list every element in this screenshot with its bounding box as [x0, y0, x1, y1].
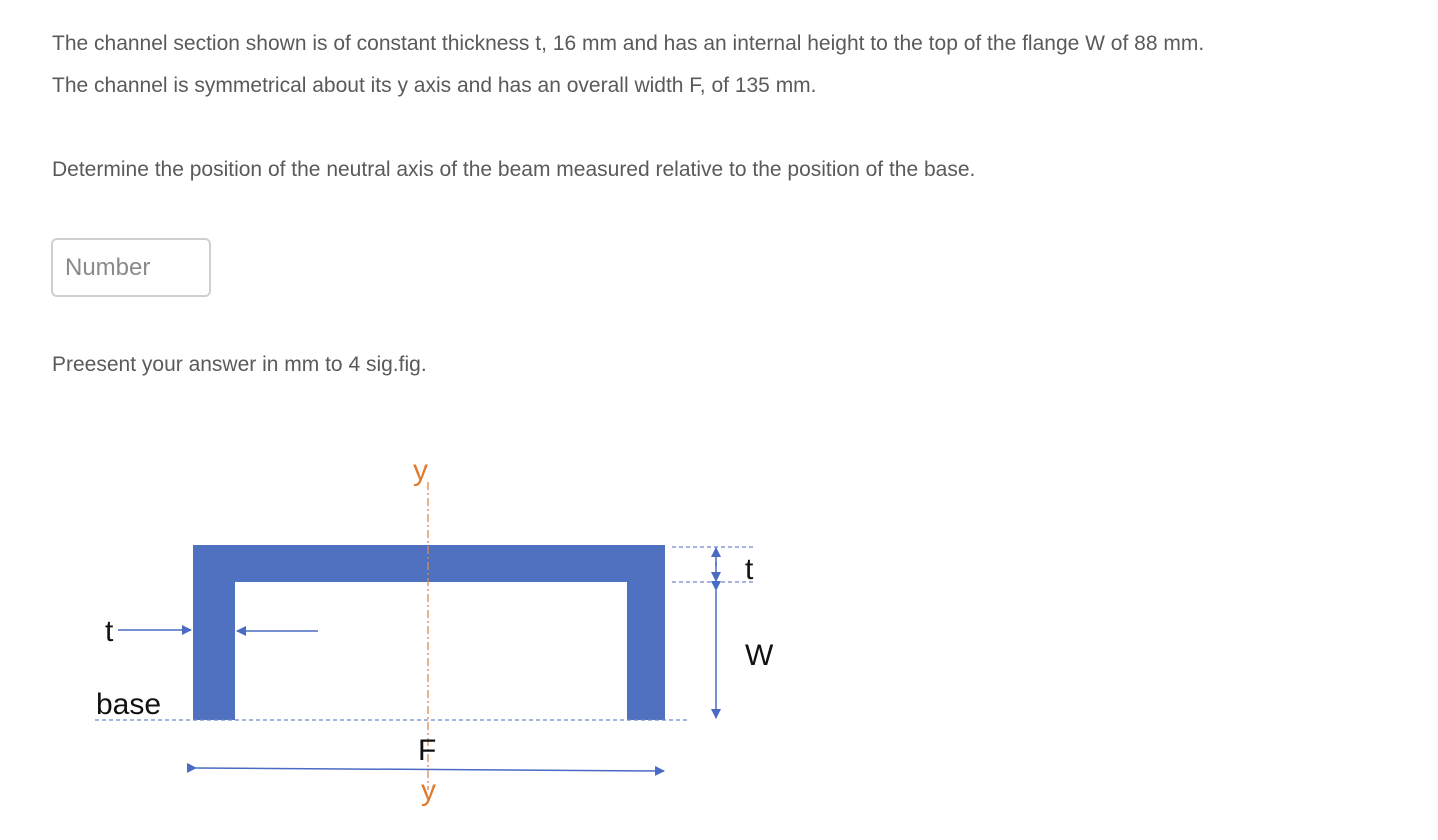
t-web-label: t [105, 615, 114, 648]
question-text-line-3: Determine the position of the neutral axis of the beam measured relative to the position of the base. [52, 158, 976, 181]
question-text-line-2: The channel is symmetrical about its y axis and has an overall width F, of 135 mm. [52, 74, 817, 97]
question-text-line-1: The channel section shown is of constant thickness t, 16 mm and has an internal height to the top of the flange W of 88 mm. [52, 32, 1205, 55]
f-label: F [418, 734, 437, 767]
channel-section-shape [193, 545, 665, 720]
y-axis-label-top: y [413, 454, 428, 487]
w-label: W [745, 639, 774, 672]
channel-section-diagram [0, 440, 820, 840]
answer-format-instruction: Preesent your answer in mm to 4 sig.fig. [52, 353, 427, 376]
base-label: base [96, 688, 162, 721]
t-flange-label: t [745, 553, 754, 586]
f-dimension-arrow [196, 768, 664, 771]
y-axis-label-bottom: y [421, 774, 436, 807]
answer-number-input[interactable] [51, 238, 211, 297]
